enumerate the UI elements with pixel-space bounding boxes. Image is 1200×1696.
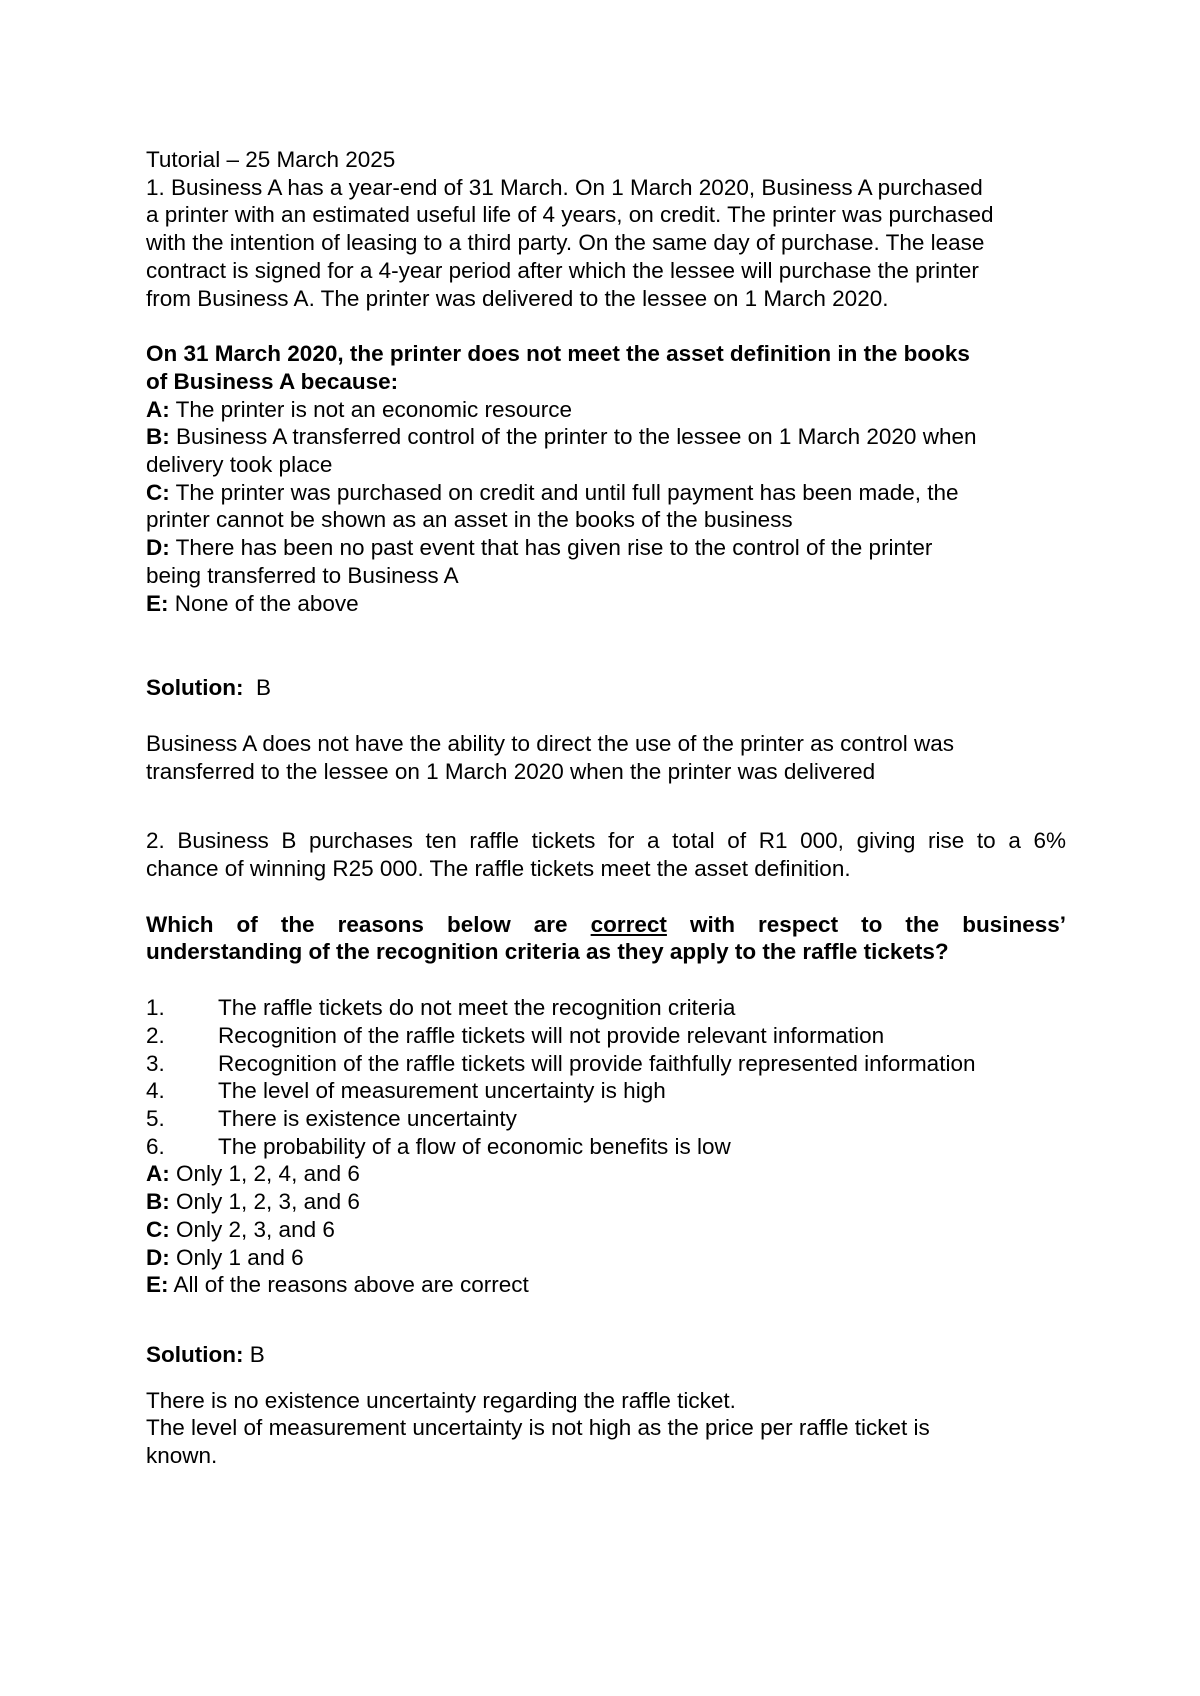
q2-option-e: E: All of the reasons above are correct (146, 1272, 529, 1298)
q1-option-d-continued: being transferred to Business A (146, 562, 459, 588)
q2-question-line: Which of the reasons below are correct with respect to the business’ (146, 911, 1066, 937)
q2-explanation-line: known. (146, 1443, 218, 1469)
q1-explanation-line: transferred to the lessee on 1 March 2020 when the printer was delivered (146, 758, 876, 784)
q1-paragraph (146, 174, 1066, 313)
q2-explanation-line: The level of measurement uncertainty is not high as the price per raffle ticket is (146, 1415, 930, 1441)
q1-paragraph-line: with the intention of leasing to a third party. On the same day of purchase. The lease (146, 230, 985, 256)
q1-explanation (146, 730, 1066, 785)
list-item: 2. Recognition of the raffle tickets will not provide relevant information (146, 1022, 885, 1048)
q1-options (146, 396, 1066, 618)
document-page (146, 146, 1066, 1470)
q2-question-line: understanding of the recognition criteria as they apply to the raffle tickets? (146, 939, 949, 965)
q2-solution: Solution: B (146, 1341, 265, 1367)
q2-reasons-list (146, 994, 1066, 1160)
list-item: 5. There is existence uncertainty (146, 1105, 517, 1131)
q1-paragraph-line: from Business A. The printer was delivered to the lessee on 1 March 2020. (146, 285, 889, 311)
document-title: Tutorial – 25 March 2025 (146, 147, 396, 172)
q2-option-b: B: Only 1, 2, 3, and 6 (146, 1189, 360, 1215)
q1-solution: Solution: B (146, 675, 272, 701)
q2-options (146, 1160, 1066, 1299)
list-item: 6. The probability of a flow of economic benefits is low (146, 1133, 731, 1159)
q1-option-b: B: Business A transferred control of the printer to the lessee on 1 March 2020 when (146, 424, 977, 450)
list-item: 1. The raffle tickets do not meet the recognition criteria (146, 995, 736, 1021)
q2-explanation (146, 1387, 1066, 1470)
q2-explanation-line: There is no existence uncertainty regarding the raffle ticket. (146, 1387, 736, 1413)
q1-paragraph-line: a printer with an estimated useful life of 4 years, on credit. The printer was purchased (146, 202, 994, 228)
q1-option-c-continued: printer cannot be shown as an asset in the books of the business (146, 507, 793, 533)
q2-question (146, 911, 1066, 966)
q1-paragraph-line: contract is signed for a 4-year period after which the lessee will purchase the printer (146, 257, 979, 283)
q1-option-a: A: The printer is not an economic resource (146, 396, 573, 422)
list-item: 3. Recognition of the raffle tickets will provide faithfully represented information (146, 1050, 976, 1076)
q2-paragraph-line: 2. Business B purchases ten raffle tickets for a total of R1 000, giving rise to a 6% (146, 828, 1066, 854)
q2-option-d: D: Only 1 and 6 (146, 1244, 304, 1270)
q1-option-b-continued: delivery took place (146, 452, 333, 478)
q2-paragraph (146, 827, 1066, 882)
q1-option-e: E: None of the above (146, 590, 359, 616)
q1-option-d: D: There has been no past event that has given rise to the control of the printer (146, 535, 933, 561)
q2-option-c: C: Only 2, 3, and 6 (146, 1216, 335, 1242)
q1-explanation-line: Business A does not have the ability to direct the use of the printer as control was (146, 730, 954, 756)
q1-paragraph-line: 1. Business A has a year-end of 31 March. On 1 March 2020, Business A purchased (146, 174, 983, 200)
q1-question-line: of Business A because: (146, 368, 399, 394)
list-item: 4. The level of measurement uncertainty is high (146, 1078, 666, 1104)
q1-question-line: On 31 March 2020, the printer does not meet the asset definition in the books (146, 341, 970, 367)
q1-question (146, 340, 1066, 395)
q2-paragraph-line: chance of winning R25 000. The raffle tickets meet the asset definition. (146, 856, 851, 882)
q2-option-a: A: Only 1, 2, 4, and 6 (146, 1161, 360, 1187)
q1-option-c: C: The printer was purchased on credit and until full payment has been made, the (146, 479, 959, 505)
